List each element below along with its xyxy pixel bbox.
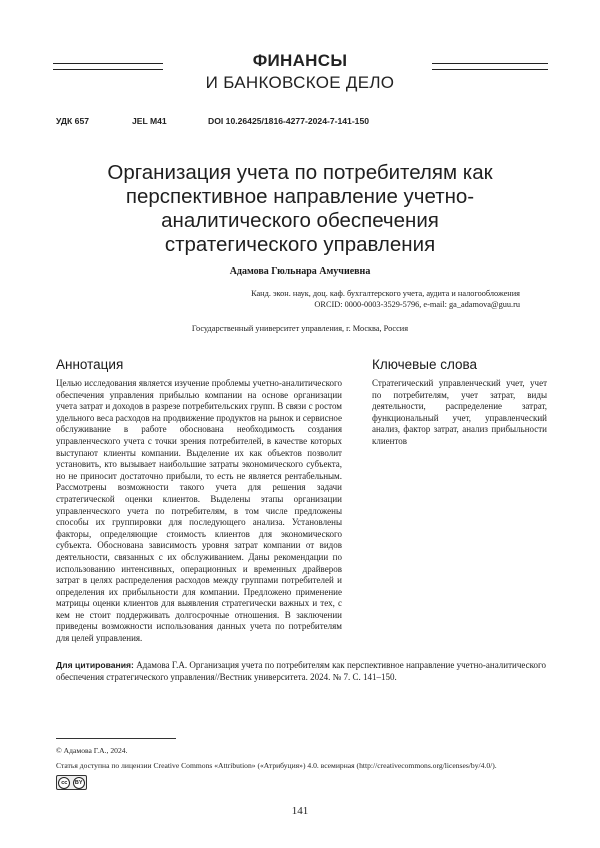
page-number: 141: [291, 805, 309, 817]
citation-text: Адамова Г.А. Организация учета по потребителям как перспективное направление учетно-аналитического обеспечения стратегического управления//Вестник университета. 2024. № 7. С. 141–150.: [56, 660, 546, 682]
jel-code: JEL M41: [132, 116, 167, 126]
doi-code: DOI 10.26425/1816-4277-2024-7-141-150: [208, 116, 370, 126]
journal-section-line1: ФИНАНСЫ: [252, 51, 348, 70]
article-title: Организация учета по потребителям как перспективное направление учетно-аналитического обеспечения стратегического управления: [107, 161, 493, 256]
author-orcid: ORCID: 0000-0003-3529-5796, e-mail: ga_adamova@guu.ru: [314, 300, 520, 309]
cc-icon: cc: [58, 777, 70, 789]
keywords-heading: Ключевые слова: [372, 357, 478, 372]
citation: [56, 659, 546, 683]
udk-code: УДК 657: [56, 116, 90, 126]
footnote-rule: [56, 738, 176, 739]
citation-label: Для цитирования:: [56, 660, 134, 670]
cc-by-license-badge[interactable]: [56, 775, 87, 790]
copyright-text: © Адамова Г.А., 2024.: [56, 746, 128, 755]
keywords-text: Стратегический управленческий учет, учет по потребителям, учет затрат, виды деятельности, распределение затрат, функциональный учет, управленческий анализ, фактор затрат, анализ прибыльности клиентов: [372, 378, 547, 446]
abstract-text: Целью исследования является изучение проблемы учетно-аналитического обеспечения управления прибылью компании на основе организации учета затрат и доходов в разрезе потребительских групп. В связи с ростом удельного веса расходов на продвижение продуктов на рынок и сервисное обслуживание в работе обоснована необходимость создания управленческого учета с точки зрения потребителей, в качестве которых выступают клиенты компании. Выделение их как объектов позволит установить, кто вызывает наибольшие затраты экономического субъекта, но не приносит достаточно прибыли, то есть не является рентабельным. Рассмотрены возможности такого учета для решения задачи стратегической оценки клиентов. Выделены этапы организации управленческого учета по потребителям, в том числе предложены способы их группировки для последующего анализа. Установлены факторы, определяющие стоимость клиентов для экономического субъекта. Обоснована зависимость уровня затрат компании от видов деятельности, связанных с их обслуживанием. Даны рекомендации по использованию интенсивных, операционных и временных драйверов затрат в целях распределения расходов между группами потребителей и определения их прибыльности для компании. Предложено применение матрицы оценки клиентов для выявления стратегически важных и тех, с кем не стоит поддерживать долгосрочные отношения. В заключении приведены возможности использования данных учета по потребителям для целей управления.: [56, 378, 342, 644]
license-text: Статья доступна по лицензии Creative Commons «Attribution» («Атрибуция») 4.0. всемирная (http://creativecommons.org/licenses/by/4.0/).: [56, 761, 497, 770]
journal-section-title: [0, 50, 600, 94]
abstract-heading: Аннотация: [56, 357, 124, 372]
journal-section-line2: И БАНКОВСКОЕ ДЕЛО: [205, 73, 395, 92]
by-person-icon: BY: [73, 777, 85, 789]
author-position: Канд. экон. наук, доц. каф. бухгалтерского учета, аудита и налогообложения: [251, 289, 520, 298]
author-name: Адамова Гюльнара Амучиевна: [229, 266, 371, 277]
author-organization: Государственный университет управления, г. Москва, Россия: [191, 324, 409, 333]
